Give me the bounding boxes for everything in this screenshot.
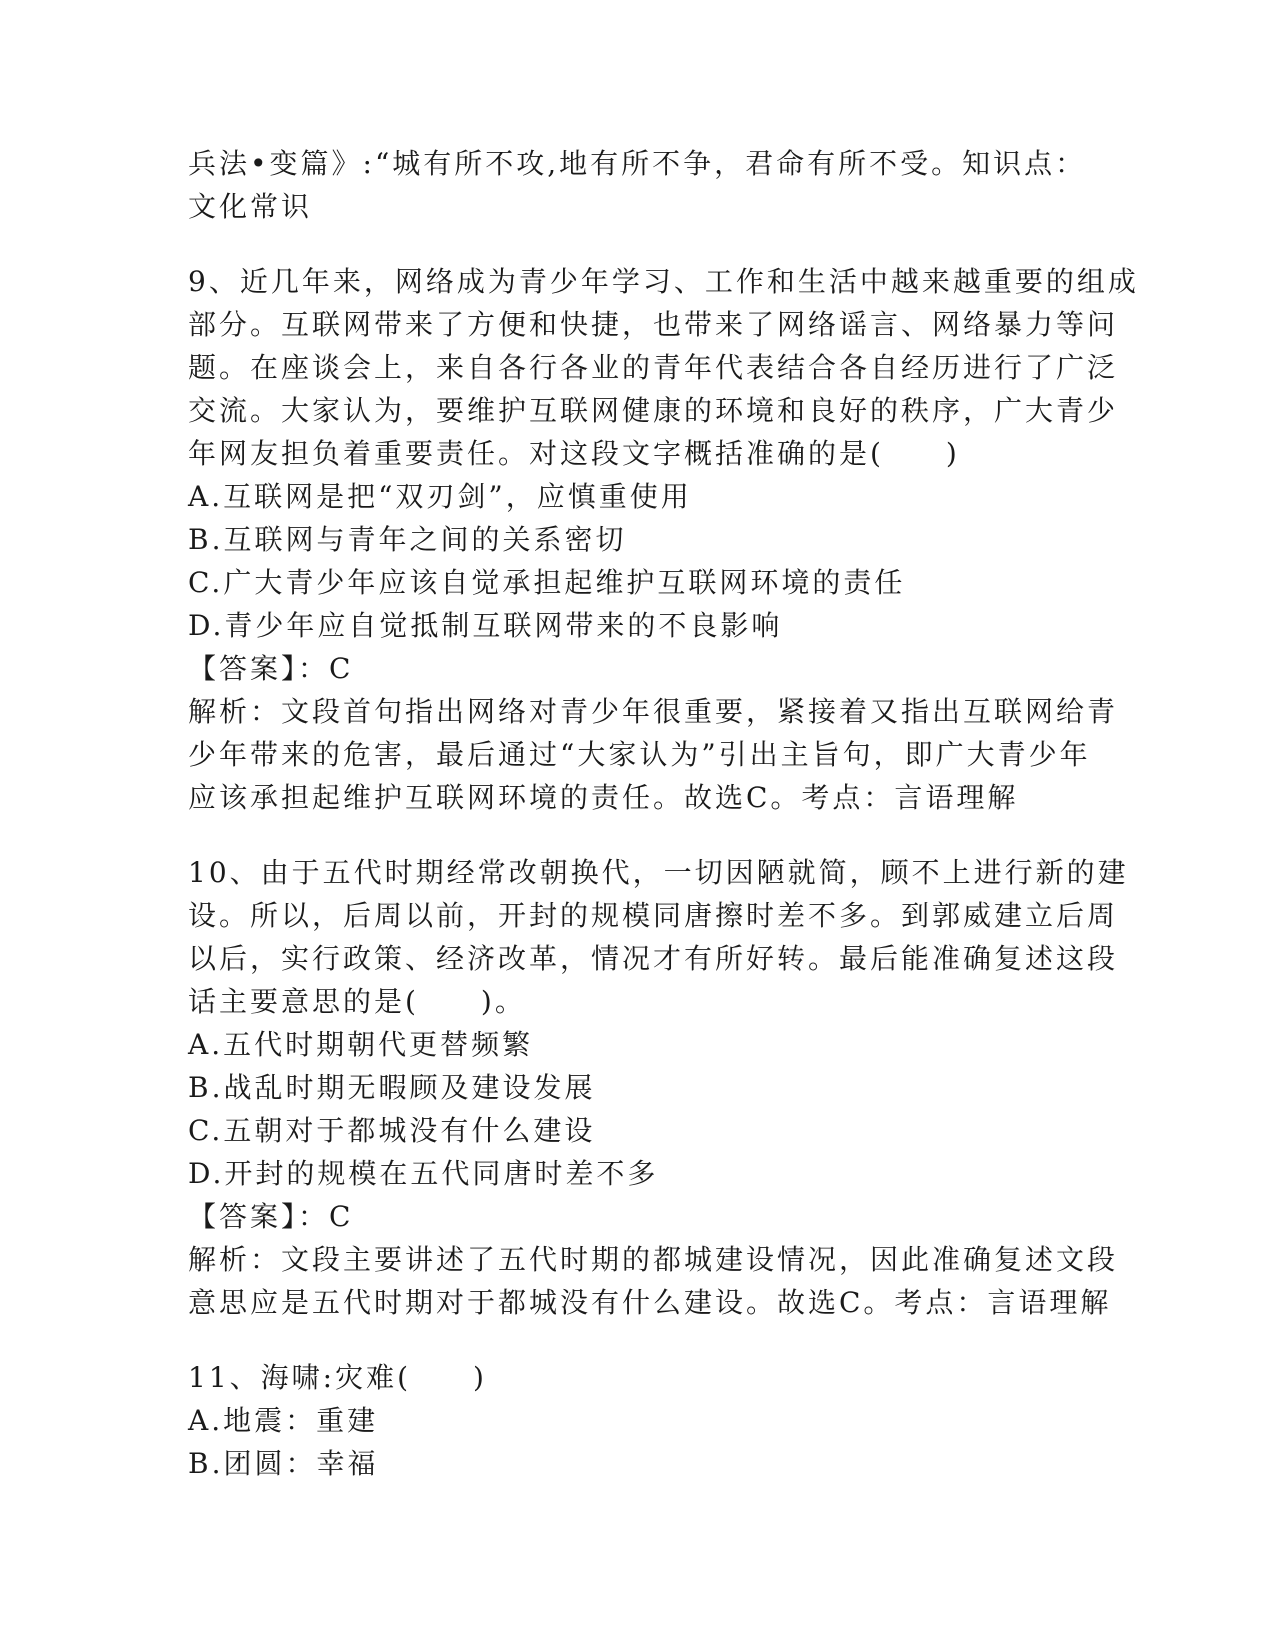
option-d: D.开封的规模在五代同唐时差不多 [188, 1157, 659, 1190]
answer-line: 【答案】：C [188, 652, 354, 685]
question-stem-line: 交流。大家认为，要维护互联网健康的环境和良好的秩序，广大青少 [188, 394, 1119, 427]
option-a: A.地震：重建 [188, 1404, 379, 1437]
intro-block [188, 142, 1087, 228]
question-stem-line: 以后，实行政策、经济改革，情况才有所好转。最后能准确复述这段 [188, 942, 1119, 975]
option-a: A.五代时期朝代更替频繁 [188, 1028, 534, 1061]
question-stem-line: 9、近几年来，网络成为青少年学习、工作和生活中越来越重要的组成 [188, 265, 1139, 298]
question-9 [188, 260, 1139, 819]
option-d: D.青少年应自觉抵制互联网带来的不良影响 [188, 609, 783, 642]
question-stem-line: 11、海啸:灾难( ) [188, 1361, 487, 1394]
analysis-line: 应该承担起维护互联网环境的责任。故选C。考点：言语理解 [188, 781, 1019, 814]
answer-line: 【答案】：C [188, 1200, 354, 1233]
option-b: B.互联网与青年之间的关系密切 [188, 523, 627, 556]
question-10 [188, 851, 1129, 1324]
question-11 [188, 1356, 1068, 1485]
analysis-line: 解析：文段主要讲述了五代时期的都城建设情况，因此准确复述文段 [188, 1243, 1119, 1276]
question-stem-line: 年网友担负着重要责任。对这段文字概括准确的是( ) [188, 437, 960, 470]
option-a: A.互联网是把“双刃剑”，应慎重使用 [188, 480, 692, 513]
analysis-line: 意思应是五代时期对于都城没有什么建设。故选C。考点：言语理解 [188, 1286, 1112, 1319]
text-line: 文化常识 [188, 190, 313, 223]
question-stem-line: 话主要意思的是( )。 [188, 985, 526, 1018]
text-line: 兵法•变篇》:“城有所不攻,地有所不争，君命有所不受。知识点： [188, 147, 1087, 180]
option-c: C.五朝对于都城没有什么建设 [188, 1114, 596, 1147]
analysis-line: 少年带来的危害，最后通过“大家认为”引出主旨句，即广大青少年 [188, 738, 1091, 771]
question-stem-line: 部分。互联网带来了方便和快捷，也带来了网络谣言、网络暴力等问 [188, 308, 1119, 341]
document-content [188, 142, 1139, 1485]
option-b: B.团圆：幸福 [188, 1447, 379, 1480]
question-stem-line: 10、由于五代时期经常改朝换代，一切因陋就简，顾不上进行新的建 [188, 856, 1129, 889]
option-b: B.战乱时期无暇顾及建设发展 [188, 1071, 596, 1104]
analysis-line: 解析：文段首句指出网络对青少年很重要，紧接着又指出互联网给青 [188, 695, 1119, 728]
question-stem-line: 设。所以，后周以前，开封的规模同唐擦时差不多。到郭威建立后周 [188, 899, 1119, 932]
question-stem-line: 题。在座谈会上，来自各行各业的青年代表结合各自经历进行了广泛 [188, 351, 1119, 384]
option-c: C.广大青少年应该自觉承担起维护互联网环境的责任 [188, 566, 906, 599]
